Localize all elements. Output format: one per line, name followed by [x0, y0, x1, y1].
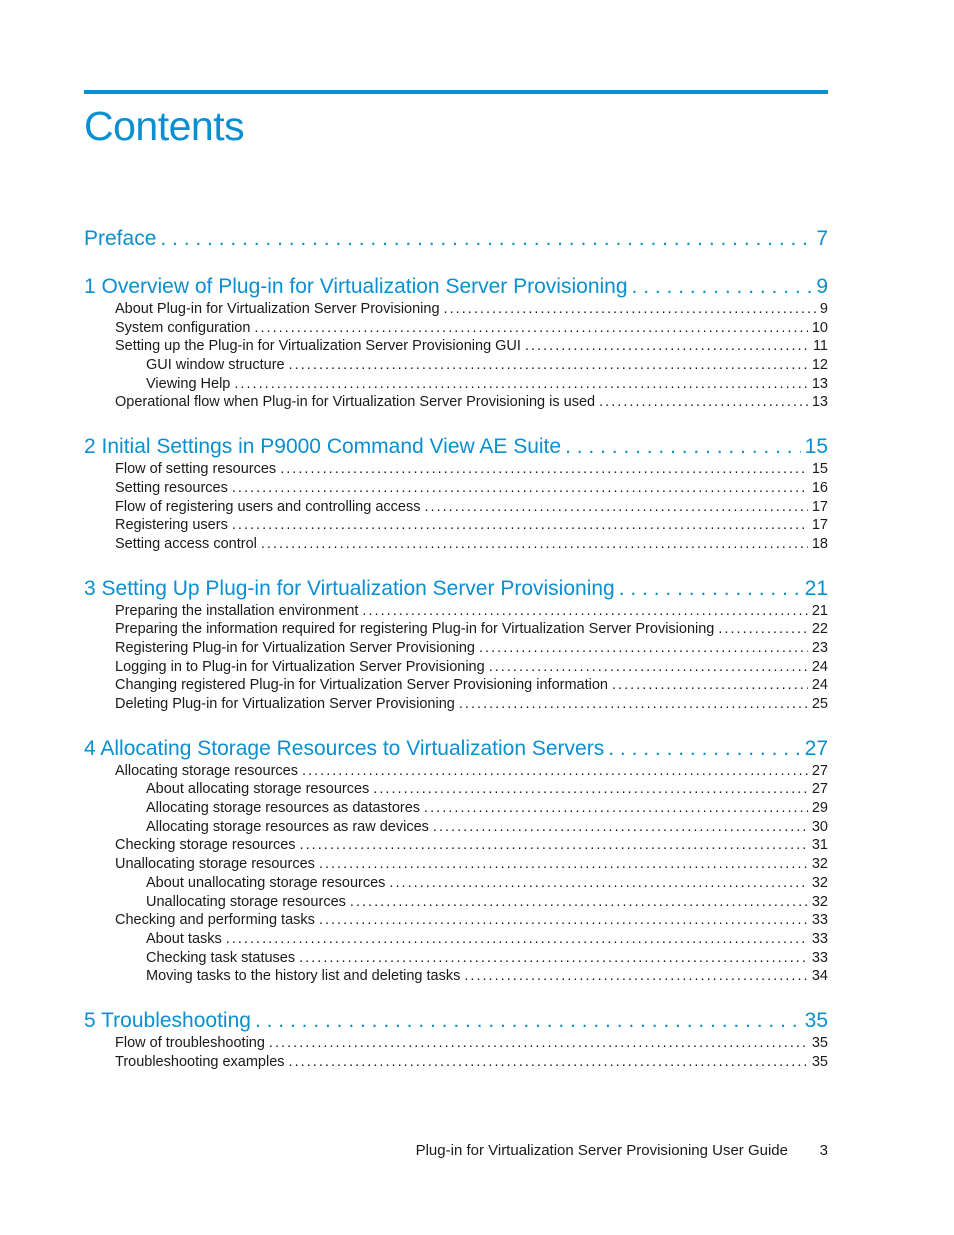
toc-leader-dots: [234, 375, 807, 394]
toc-entry-page-number: 33: [811, 949, 828, 966]
toc-entry-label: Unallocating storage resources: [115, 856, 315, 873]
toc-leader-dots: [299, 949, 808, 968]
toc-section-entry[interactable]: [84, 319, 828, 338]
footer-document-title: Plug-in for Virtualization Server Provisioning User Guide: [415, 1142, 788, 1159]
toc-leader-dots: [300, 836, 808, 855]
toc-entry-page-number: 32: [811, 893, 828, 910]
toc-leader-dots: [608, 736, 800, 762]
toc-entry-label: Flow of registering users and controlling access: [115, 498, 421, 515]
toc-leader-dots: [489, 658, 808, 677]
toc-leader-dots: [232, 516, 808, 535]
toc-leader-dots: [362, 602, 807, 621]
toc-entry-label: Setting up the Plug-in for Virtualization Server Provisioning GUI: [115, 338, 521, 355]
toc-section-entry[interactable]: [84, 620, 828, 639]
toc-entry-page-number: 16: [811, 479, 828, 496]
toc-entry-page-number: 10: [811, 319, 828, 336]
toc-chapter-entry[interactable]: [84, 226, 828, 252]
toc-section-entry[interactable]: [84, 967, 828, 986]
toc-leader-dots: [599, 393, 808, 412]
toc-entry-page-number: 27: [804, 736, 828, 760]
toc-leader-dots: [479, 639, 808, 658]
toc-section-entry[interactable]: [84, 479, 828, 498]
toc-entry-label: Preparing the installation environment: [115, 602, 359, 619]
toc-leader-dots: [525, 337, 809, 356]
toc-leader-dots: [289, 1053, 808, 1072]
toc-entry-label: Setting access control: [115, 535, 257, 552]
page-title: Contents: [84, 103, 245, 149]
toc-leader-dots: [350, 893, 808, 912]
toc-chapter-entry[interactable]: [84, 736, 828, 762]
toc-chapter-entry[interactable]: [84, 434, 828, 460]
toc-leader-dots: [373, 780, 808, 799]
toc-entry-label: About Plug-in for Virtualization Server Provisioning: [115, 301, 440, 317]
toc-section-entry[interactable]: [84, 639, 828, 658]
toc-entry-label: Setting resources: [115, 479, 228, 496]
toc-section-entry[interactable]: [84, 375, 828, 394]
toc-entry-page-number: 15: [811, 461, 828, 478]
footer-page-number: 3: [819, 1142, 828, 1159]
toc-leader-dots: [319, 911, 808, 930]
toc-leader-dots: [255, 1008, 801, 1034]
toc-section-entry[interactable]: [84, 799, 828, 818]
toc-entry-page-number: 17: [811, 517, 828, 534]
toc-entry-page-number: 17: [811, 498, 828, 515]
toc-leader-dots: [389, 874, 807, 893]
toc-entry-page-number: 35: [811, 1053, 828, 1070]
toc-entry-label: Moving tasks to the history list and deleting tasks: [146, 968, 461, 985]
toc-entry-label: 5 Troubleshooting: [84, 1008, 251, 1032]
toc-entry-label: Operational flow when Plug-in for Virtualization Server Provisioning is used: [115, 394, 596, 411]
toc-leader-dots: [261, 535, 808, 554]
toc-entry-label: Unallocating storage resources: [146, 893, 346, 910]
toc-entry-page-number: 13: [811, 375, 828, 392]
toc-leader-dots: [632, 274, 813, 300]
toc-section-entry[interactable]: [84, 393, 828, 412]
toc-entry-page-number: 24: [811, 677, 828, 694]
toc-section-entry[interactable]: [84, 498, 828, 517]
toc-section-entry[interactable]: [84, 1034, 828, 1053]
toc-entry-page-number: 35: [804, 1008, 828, 1032]
toc-leader-dots: [612, 676, 808, 695]
toc-entry-page-number: 27: [811, 781, 828, 798]
toc-entry-label: About allocating storage resources: [146, 781, 370, 798]
toc-leader-dots: [226, 930, 808, 949]
toc-entry-label: Deleting Plug-in for Virtualization Server Provisioning: [115, 696, 455, 712]
toc-entry-label: Checking task statuses: [146, 949, 296, 966]
toc-section-entry[interactable]: [84, 535, 828, 554]
toc-entry-label: Logging in to Plug-in for Virtualization Server Provisioning: [115, 658, 485, 675]
toc-section-entry[interactable]: [84, 356, 828, 375]
toc-section-entry[interactable]: [84, 460, 828, 479]
toc-entry-page-number: 31: [811, 837, 828, 854]
toc-entry-label: 1 Overview of Plug-in for Virtualization Server Provisioning: [84, 275, 628, 298]
toc-leader-dots: [280, 460, 808, 479]
toc-entry-page-number: 18: [811, 535, 828, 552]
toc-leader-dots: [459, 695, 808, 714]
toc-entry-label: Flow of setting resources: [115, 461, 277, 478]
toc-entry-page-number: 11: [812, 338, 828, 355]
toc-leader-dots: [319, 855, 808, 874]
toc-entry-page-number: 24: [811, 658, 828, 675]
toc-section-entry[interactable]: [84, 658, 828, 677]
toc-leader-dots: [254, 319, 807, 338]
toc-section-entry[interactable]: [84, 836, 828, 855]
toc-chapter-entry[interactable]: [84, 274, 828, 300]
toc-entry-label: Preparing the information required for registering Plug-in for Virtualization Server Provisioning: [115, 621, 715, 638]
toc-entry-label: Allocating storage resources as datastores: [146, 800, 421, 817]
toc-leader-dots: [619, 576, 801, 602]
toc-entry-label: Preface: [84, 227, 157, 250]
toc-chapter-entry[interactable]: [84, 576, 828, 602]
toc-section-entry[interactable]: [84, 818, 828, 837]
toc-entry-label: Registering Plug-in for Virtualization Server Provisioning: [115, 639, 475, 656]
toc-leader-dots: [464, 967, 808, 986]
toc-entry-page-number: 7: [816, 227, 828, 250]
toc-entry-label: Troubleshooting examples: [115, 1053, 285, 1070]
toc-entry-label: About tasks: [146, 930, 222, 947]
toc-entry-page-number: 25: [811, 696, 828, 712]
toc-entry-label: Allocating storage resources: [115, 762, 298, 779]
table-of-contents: [84, 222, 828, 1071]
toc-leader-dots: [424, 498, 807, 517]
toc-section-entry[interactable]: [84, 911, 828, 930]
toc-entry-page-number: 9: [816, 275, 828, 298]
toc-section-entry[interactable]: [84, 1053, 828, 1072]
toc-entry-label: System configuration: [115, 319, 251, 336]
toc-section-entry[interactable]: [84, 874, 828, 893]
toc-leader-dots: [565, 434, 801, 460]
toc-chapter-entry[interactable]: [84, 1008, 828, 1034]
toc-entry-page-number: 23: [811, 639, 828, 656]
toc-leader-dots: [444, 300, 816, 319]
toc-entry-page-number: 33: [811, 912, 828, 929]
toc-entry-label: Checking and performing tasks: [115, 912, 315, 929]
toc-entry-label: About unallocating storage resources: [146, 874, 386, 891]
toc-section-entry[interactable]: [84, 516, 828, 535]
toc-entry-page-number: 9: [819, 301, 828, 317]
toc-leader-dots: [718, 620, 807, 639]
toc-entry-page-number: 32: [811, 874, 828, 891]
toc-section-entry[interactable]: [84, 893, 828, 912]
toc-section-entry[interactable]: [84, 337, 828, 356]
toc-entry-page-number: 21: [804, 576, 828, 600]
toc-section-entry[interactable]: [84, 780, 828, 799]
toc-section-entry[interactable]: [84, 949, 828, 968]
toc-leader-dots: [302, 762, 808, 781]
toc-entry-label: Checking storage resources: [115, 837, 296, 854]
toc-leader-dots: [160, 226, 812, 252]
toc-section-entry[interactable]: [84, 855, 828, 874]
toc-leader-dots: [269, 1034, 808, 1053]
toc-section-entry[interactable]: [84, 930, 828, 949]
toc-entry-label: Flow of troubleshooting: [115, 1034, 265, 1051]
toc-leader-dots: [433, 818, 808, 837]
toc-entry-page-number: 13: [811, 394, 828, 411]
toc-entry-label: Viewing Help: [146, 375, 231, 392]
toc-entry-page-number: 27: [811, 762, 828, 779]
toc-entry-page-number: 32: [811, 856, 828, 873]
toc-entry-page-number: 15: [804, 435, 828, 459]
toc-section-entry[interactable]: [84, 676, 828, 695]
toc-entry-label: 4 Allocating Storage Resources to Virtualization Servers: [84, 736, 605, 760]
toc-entry-label: Allocating storage resources as raw devices: [146, 818, 429, 835]
toc-entry-page-number: 35: [811, 1034, 828, 1051]
toc-leader-dots: [289, 356, 808, 375]
toc-entry-label: GUI window structure: [146, 357, 285, 374]
toc-section-entry[interactable]: [84, 300, 828, 319]
toc-entry-page-number: 22: [811, 621, 828, 638]
toc-entry-page-number: 29: [811, 800, 828, 817]
toc-section-entry[interactable]: [84, 602, 828, 621]
toc-leader-dots: [424, 799, 808, 818]
toc-entry-page-number: 30: [811, 818, 828, 835]
toc-entry-page-number: 33: [811, 930, 828, 947]
toc-entry-page-number: 12: [811, 357, 828, 374]
toc-section-entry[interactable]: [84, 762, 828, 781]
toc-leader-dots: [232, 479, 808, 498]
toc-entry-label: Registering users: [115, 517, 228, 534]
toc-section-entry[interactable]: [84, 695, 828, 714]
top-rule: [84, 90, 828, 94]
toc-entry-page-number: 21: [811, 602, 828, 619]
toc-entry-label: 2 Initial Settings in P9000 Command View AE Suite: [84, 435, 562, 459]
toc-entry-label: 3 Setting Up Plug-in for Virtualization Server Provisioning: [84, 576, 615, 600]
toc-entry-page-number: 34: [811, 968, 828, 985]
toc-entry-label: Changing registered Plug-in for Virtualization Server Provisioning information: [115, 677, 608, 694]
